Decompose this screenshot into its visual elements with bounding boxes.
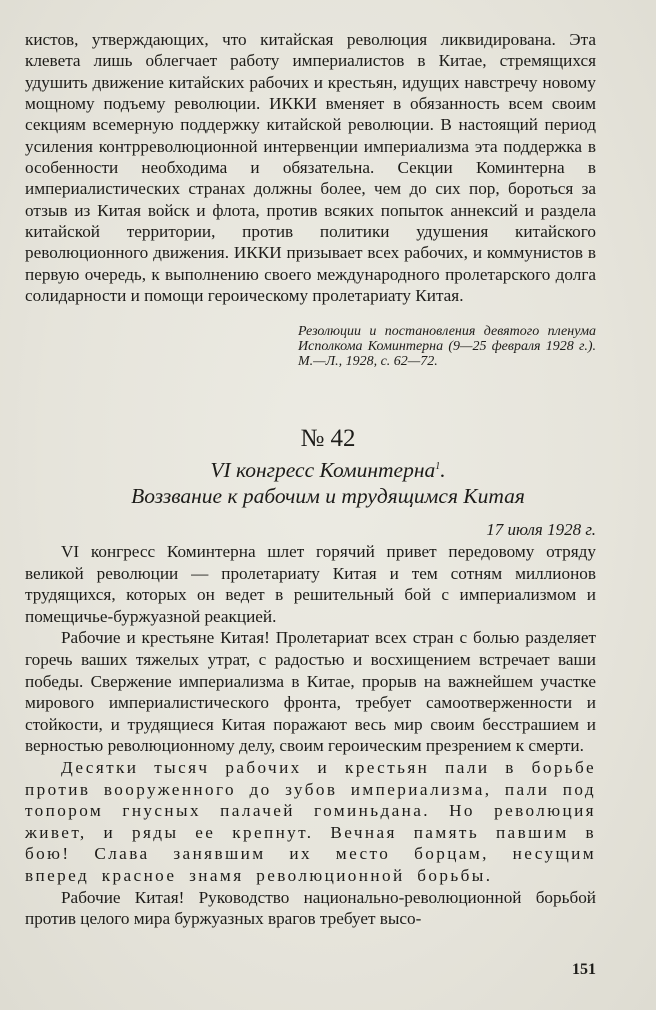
body-paragraph-4: Рабочие Китая! Руководство национально-революционной борьбой против целого мира буржуазных врагов требует высо- — [25, 887, 596, 929]
document-date: 17 июля 1928 г. — [486, 520, 596, 539]
continuation-paragraph: кистов, утверждающих, что китайская революция ликвидирована. Эта клевета лишь облегчает работу империалистов в Китае, стремящихся удушить движение китайских рабочих и крестьян, идущих навстречу новому мощному подъему революции. ИККИ вменяет в обязанность всем своим секциям всемерную поддержку китайской революции. В настоящий период усиления контрреволюционной интервенции империализма эта поддержка в особенности необходима и обязательна. Секции Коминтерна в империалистических странах должны более, чем до сих пор, бороться за отзыв из Китая войск и флота, против всяких попыток аннексий и раздела китайской территории, против политики удушения китайского революционного движения. ИККИ призывает всех рабочих, и коммунистов в первую очередь, к выполнению своего международного пролетарского долга солидарности и помощи героическому пролетариату Китая. — [25, 30, 596, 306]
title-period: . — [440, 458, 446, 482]
document-title-line2: Воззвание к рабочим и трудящимся Китая — [131, 483, 525, 508]
document-body — [25, 541, 596, 930]
source-citation: Резолюции и постановления девятого пленума Исполкома Коминтерна (9—25 февраля 1928 г.). М.—Л., 1928, с. 62—72. — [298, 324, 596, 369]
document-title-line1: VI конгресс Коминтерна — [210, 458, 436, 482]
body-paragraph-1: VI конгресс Коминтерна шлет горячий привет передовому отряду великой революции — пролетариату Китая и тем сотням миллионов трудящихся, которых он ведет в решительный бой с империализмом и помещичье-буржуазной реакцией. — [25, 542, 596, 626]
body-paragraph-2: Рабочие и крестьяне Китая! Пролетариат всех стран с болью разделяет горечь ваших тяжелых утрат, с радостью и восхищением встречает ваши победы. Свержение империализма в Китае, прорыв на важнейшем участке мирового империалистического фронта, требует самоотверженности и стойкости, и трудящиеся Китая поражают весь мир своим бесстрашием и верностью революционному делу, своим героическим презрением к смерти. — [25, 628, 596, 756]
document-number: № 42 — [300, 425, 356, 452]
document-title — [0, 458, 656, 509]
footnote-marker: 1 — [435, 460, 441, 472]
body-paragraph-3: Десятки тысяч рабочих и крестьян пали в борьбе против вооруженного до зубов империализма, пали под топором гнусных палачей гоминьдана. Но революция живет, и ряды ее крепнут. Вечная память павшим в бою! Слава занявшим их место борцам, несущим вперед красное знамя революционной борьбы. — [25, 757, 596, 885]
page-number: 151 — [572, 961, 596, 978]
